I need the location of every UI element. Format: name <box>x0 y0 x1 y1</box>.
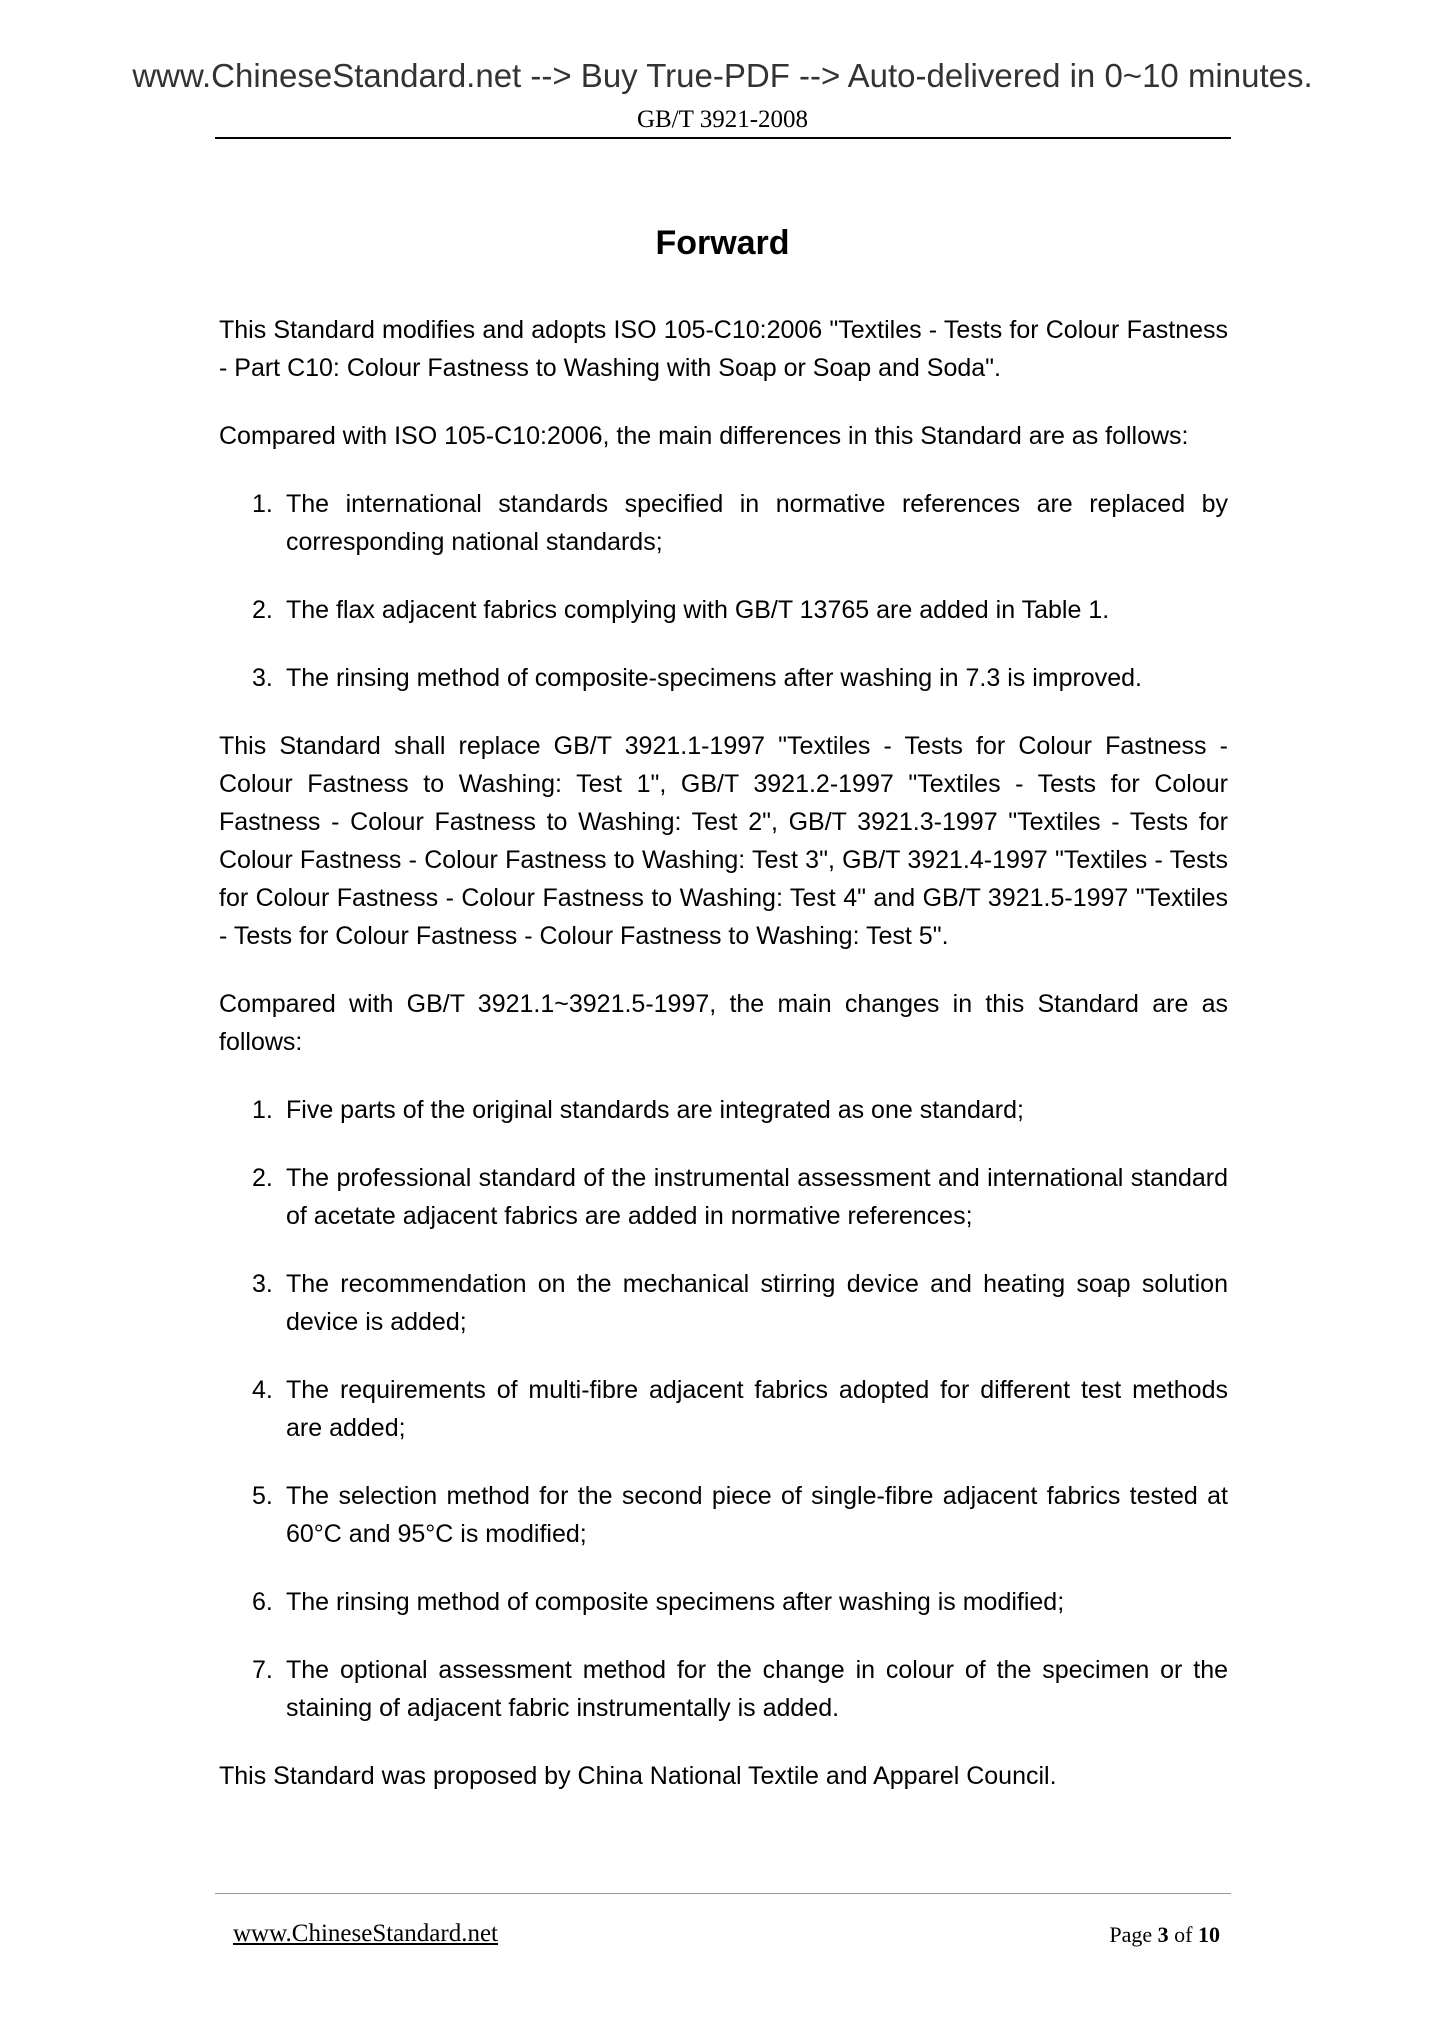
list-number: 2. <box>252 596 273 624</box>
list-number: 3. <box>252 1270 273 1298</box>
list-number: 6. <box>252 1588 273 1616</box>
list-item <box>219 1265 1228 1341</box>
list-text: The recommendation on the mechanical stirring device and heating soap solution device is added; <box>286 1270 1228 1336</box>
list-number: 4. <box>252 1376 273 1404</box>
list-text: The international standards specified in normative references are replaced by corresponding national standards; <box>286 490 1228 556</box>
footer-divider <box>215 1893 1231 1894</box>
page-of: of <box>1168 1922 1198 1947</box>
list-text: The rinsing method of composite specimens after washing is modified; <box>286 1588 1065 1616</box>
list-item <box>219 1583 1228 1621</box>
paragraph-proposer: This Standard was proposed by China National Textile and Apparel Council. <box>219 1762 1057 1790</box>
standard-code: GB/T 3921-2008 <box>636 106 809 133</box>
list-text: Five parts of the original standards are integrated as one standard; <box>286 1096 1024 1124</box>
page-current: 3 <box>1157 1922 1169 1947</box>
list-item <box>219 1477 1228 1553</box>
list-text: The rinsing method of composite-specimens after washing in 7.3 is improved. <box>286 664 1142 692</box>
paragraph-iso-differences-intro: Compared with ISO 105-C10:2006, the main differences in this Standard are as follows: <box>219 422 1189 450</box>
list-number: 2. <box>252 1164 273 1192</box>
list-text: The optional assessment method for the change in colour of the specimen or the staining of adjacent fabric instrumentally is added. <box>286 1656 1228 1722</box>
paragraph-replacement: This Standard shall replace GB/T 3921.1-1997 "Textiles - Tests for Colour Fastness - Colour Fastness to Washing: Test 1", GB/T 3921.2-1997 "Textiles - Tests for Colour Fastness - Colour Fastness to Washing: Test 2", GB/T 3921.3-1997 "Textiles - Tests for Colour Fastness - Colour Fastness to Washing: Test 3", GB/T 3921.4-1997 "Textiles - Tests for Colour Fastness - Colour Fastness to Washing: Test 4" and GB/T 3921.5-1997 "Textiles - Tests for Colour Fastness - Colour Fastness to Washing: Test 5". <box>219 732 1228 950</box>
page-number <box>1109 1920 1220 1950</box>
list-item <box>219 1091 1228 1129</box>
list-number: 3. <box>252 664 273 692</box>
list-item <box>219 1371 1228 1447</box>
paragraph-adoption: This Standard modifies and adopts ISO 105-C10:2006 "Textiles - Tests for Colour Fastness - Part C10: Colour Fastness to Washing with Soap or Soap and Soda". <box>219 316 1228 382</box>
list-text: The requirements of multi-fibre adjacent fabrics adopted for different test methods are added; <box>286 1376 1228 1442</box>
list-number: 7. <box>252 1656 273 1684</box>
site-banner: www.ChineseStandard.net --> Buy True-PDF --> Auto-delivered in 0~10 minutes. <box>132 57 1313 94</box>
footer-site-link[interactable]: www.ChineseStandard.net <box>233 1920 498 1947</box>
page-prefix: Page <box>1109 1922 1158 1947</box>
list-item <box>219 1651 1228 1727</box>
iso-differences-list <box>219 485 1228 697</box>
page-title: Forward <box>655 224 790 262</box>
list-text: The selection method for the second piece of single-fibre adjacent fabrics tested at 60°C and 95°C is modified; <box>286 1482 1228 1548</box>
gbt-changes-list <box>219 1091 1228 1727</box>
list-item <box>219 591 1228 629</box>
header-divider <box>215 137 1231 139</box>
list-number: 1. <box>252 490 273 518</box>
document-body <box>219 311 1228 1825</box>
list-number: 5. <box>252 1482 273 1510</box>
list-item <box>219 1159 1228 1235</box>
list-item <box>219 485 1228 561</box>
list-text: The flax adjacent fabrics complying with GB/T 13765 are added in Table 1. <box>286 596 1110 624</box>
list-text: The professional standard of the instrumental assessment and international standard of acetate adjacent fabrics are added in normative references; <box>286 1164 1228 1230</box>
list-item <box>219 659 1228 697</box>
paragraph-gbt-changes-intro: Compared with GB/T 3921.1~3921.5-1997, the main changes in this Standard are as follows: <box>219 990 1228 1056</box>
page-total: 10 <box>1198 1922 1220 1947</box>
list-number: 1. <box>252 1096 273 1124</box>
